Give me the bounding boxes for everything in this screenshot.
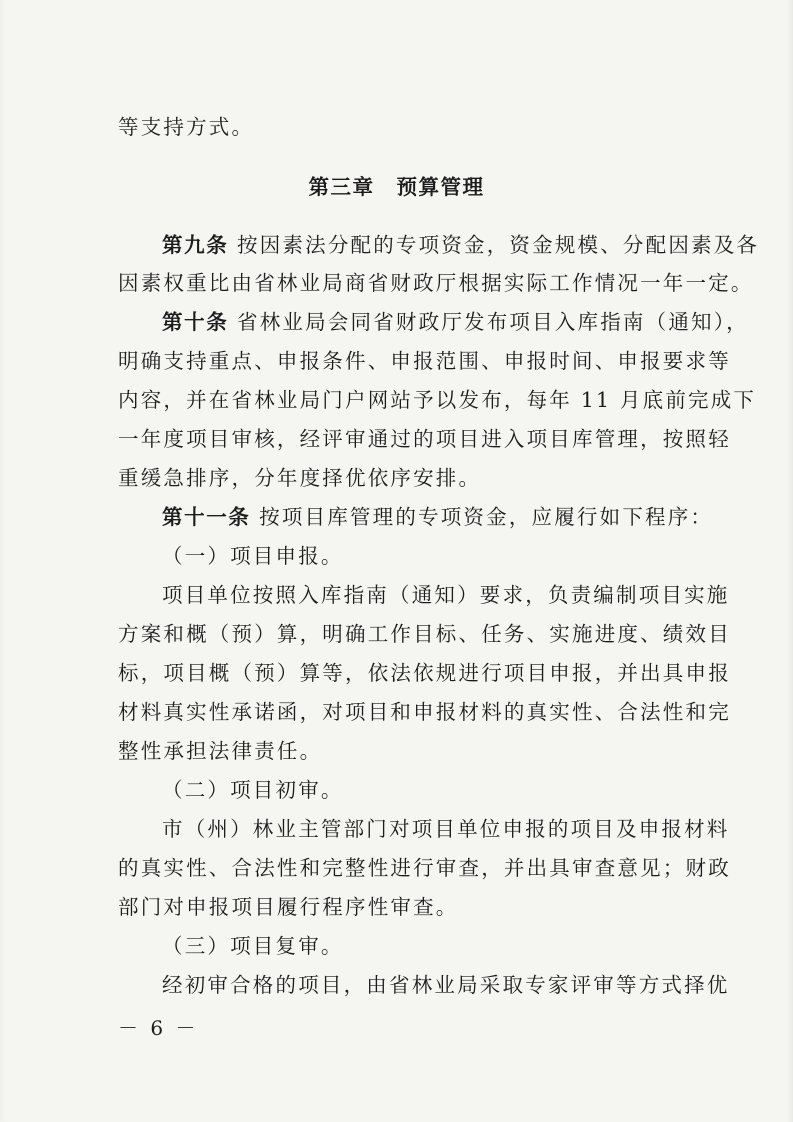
line-text: 经初审合格的项目，由省林业局采取专家评审等方式择优 [162,973,730,997]
text-line [118,463,698,493]
text-line [118,736,698,766]
article-9-line [162,230,760,260]
text-line [118,268,754,298]
article-11-line [162,502,714,532]
line-text: 按因素法分配的专项资金，资金规模、分配因素及各 [237,233,760,257]
line-text: 部门对申报项目履行程序性审查。 [118,895,459,919]
section-heading [162,931,698,961]
section-heading [162,541,698,571]
line-text: （一）项目申报。 [162,544,344,568]
line-text: 省林业局会同省财政厅发布项目入库指南（通知）， [237,310,749,334]
text-line [118,346,731,376]
text-line [118,892,698,922]
text-line [118,112,698,142]
text-line [162,580,730,610]
text-line [118,385,757,415]
line-text: （三）项目复审。 [162,934,344,958]
text-line [162,814,730,844]
page-number: － 6 － [118,1016,199,1040]
article-11-label: 第十一条 [162,505,251,529]
line-text: 整性承担法律责任。 [118,739,323,763]
line-text: 方案和概（预）算，明确工作目标、任务、实施进度、绩效目 [118,622,731,646]
line-text: 等支持方式。 [118,115,255,139]
article-10-line [162,307,749,337]
line-text: 按项目库管理的专项资金，应履行如下程序： [259,505,714,529]
line-text: 因素权重比由省林业局商省财政厅根据实际工作情况一年一定。 [118,271,754,295]
text-line [118,697,731,727]
article-9-label: 第九条 [162,233,229,257]
line-text: 一年度项目审核，经评审通过的项目进入项目库管理，按照轻 [118,427,731,451]
text-line [162,970,730,1000]
line-text: （二）项目初审。 [162,778,344,802]
text-line [118,658,731,688]
line-text: 项目单位按照入库指南（通知）要求，负责编制项目实施 [162,583,730,607]
line-text: 内容，并在省林业局门户网站予以发布，每年 11 月底前完成下 [118,388,757,412]
line-text: 的真实性、合法性和完整性进行审查，并出具审查意见；财政 [118,856,731,880]
line-text: 市（州）林业主管部门对项目单位申报的项目及申报材料 [162,817,730,841]
section-heading [162,775,698,805]
article-10-label: 第十条 [162,310,229,334]
text-line [118,853,731,883]
chapter-title: 第三章 预算管理 [308,175,485,199]
scan-edge-shadow [787,0,793,1122]
text-line [118,619,731,649]
text-line [118,424,731,454]
line-text: 标，项目概（预）算等，依法依规进行项目申报，并出具申报 [118,661,731,685]
line-text: 材料真实性承诺函，对项目和申报材料的真实性、合法性和完 [118,700,731,724]
line-text: 重缓急排序，分年度择优依序安排。 [118,466,482,490]
line-text: 明确支持重点、申报条件、申报范围、申报时间、申报要求等 [118,349,731,373]
